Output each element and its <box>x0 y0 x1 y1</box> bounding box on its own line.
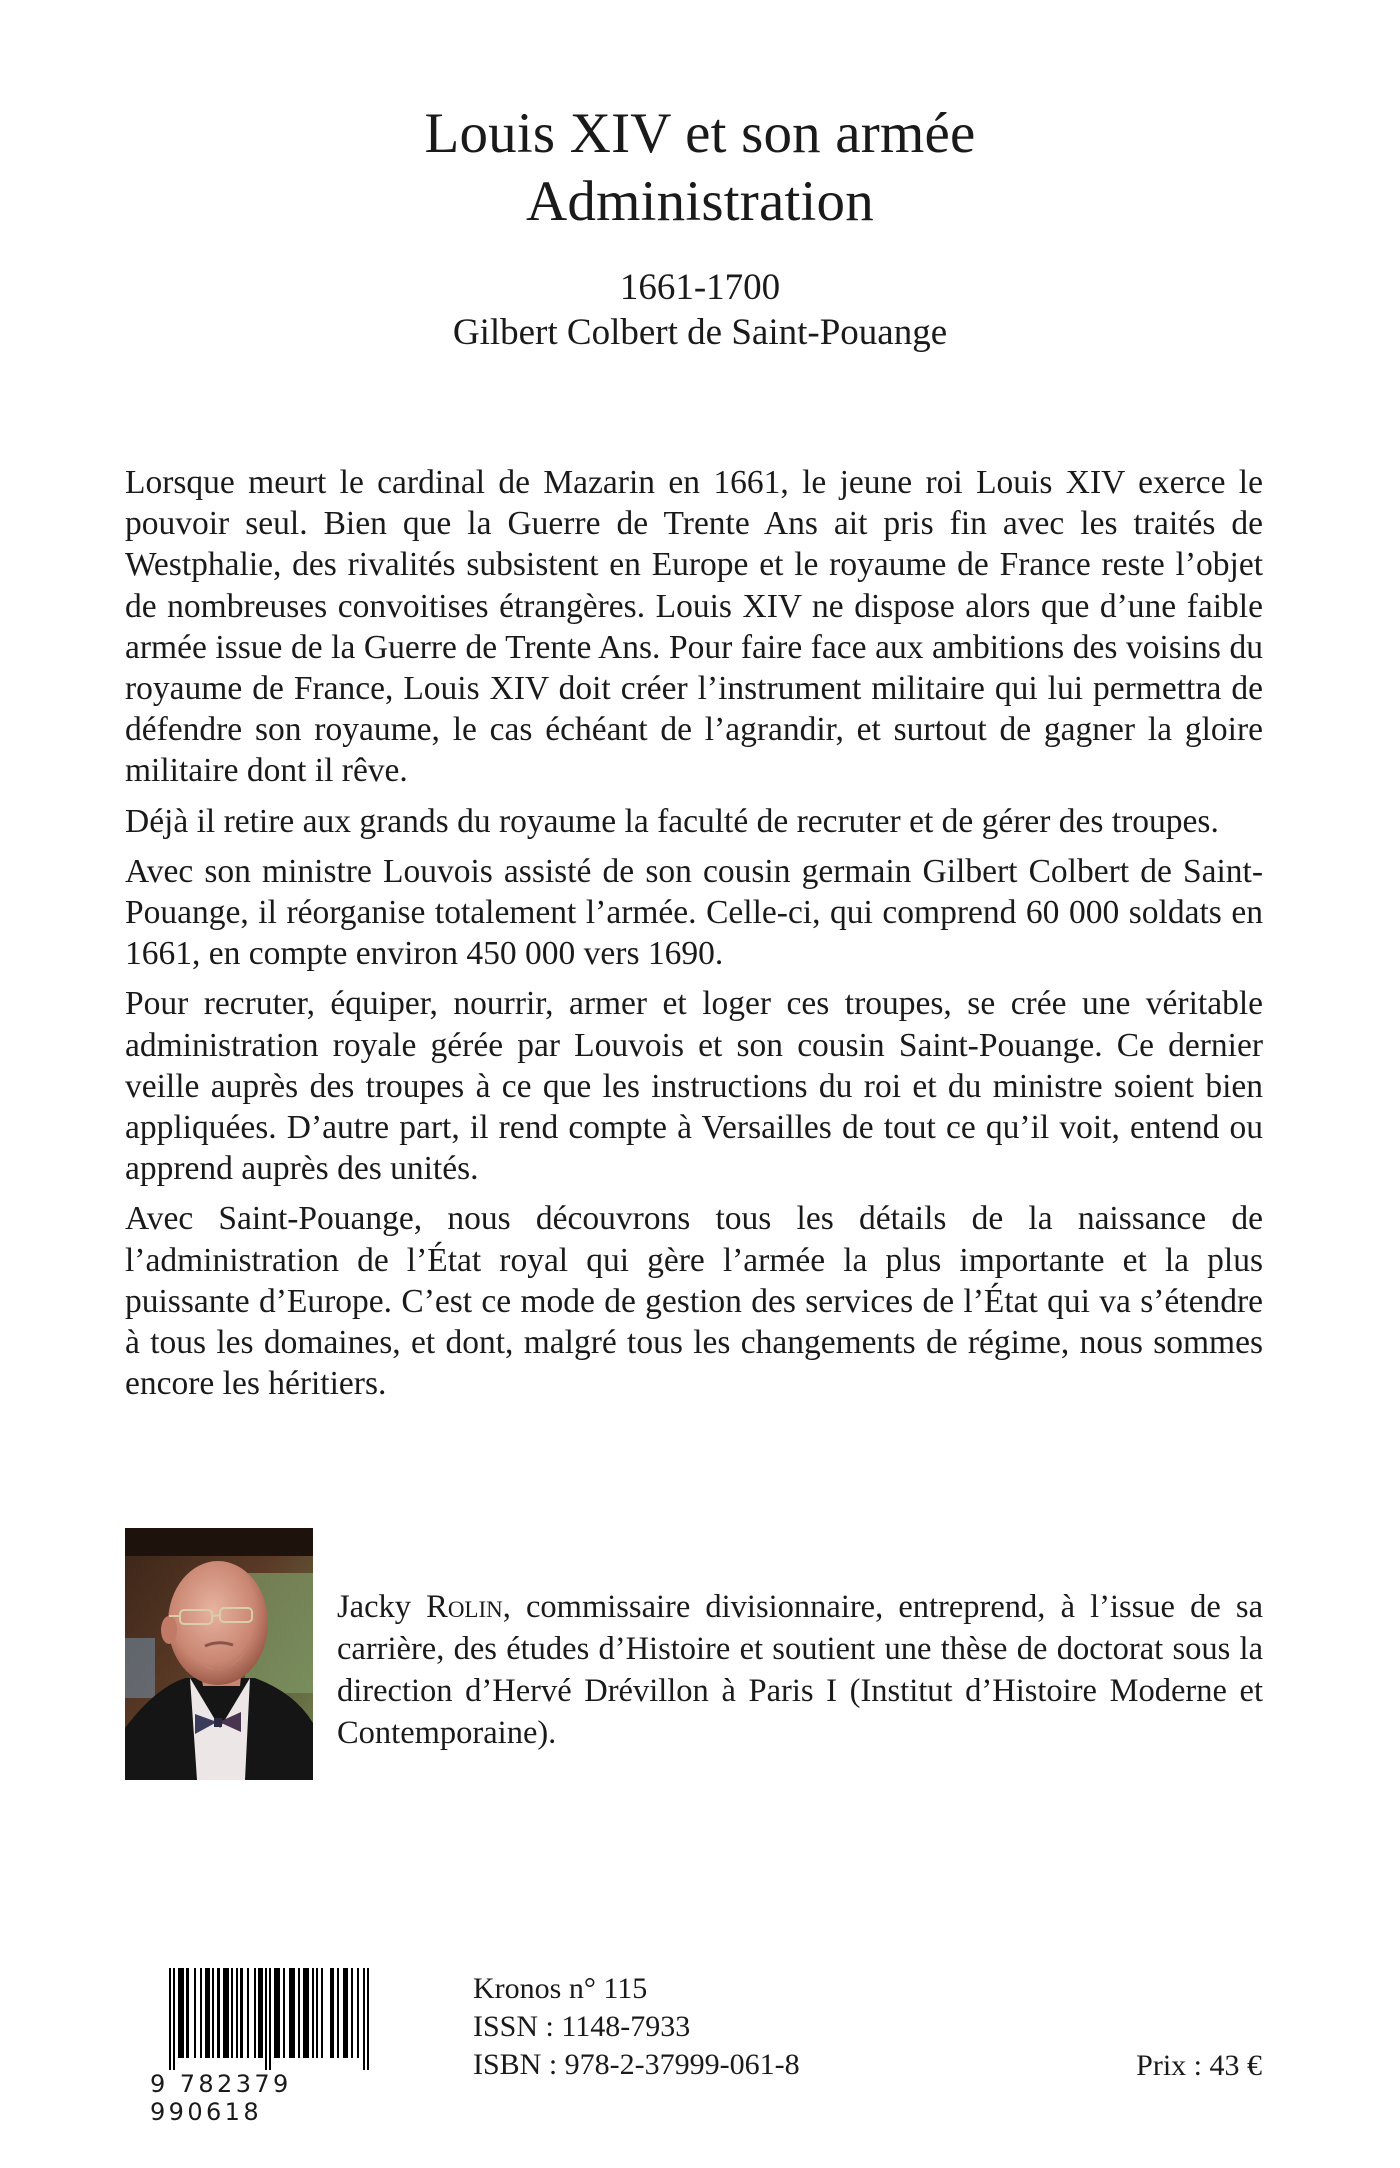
barcode-icon <box>150 1958 386 2070</box>
author-bio-text: , commissaire divisionnaire, entreprend, à l’issue de sa carrière, des études d’Histoire et soutient une thèse de doctorat sous la direction d’Hervé Drévillon à Paris I (Institut d’Histoire Moderne et Contemporaine). <box>337 1589 1263 1751</box>
author-bio <box>337 1586 1263 1754</box>
author-photo <box>125 1528 313 1780</box>
author-portrait-icon <box>125 1528 313 1780</box>
collection-number: Kronos n° 115 <box>473 1972 648 2005</box>
publication-info <box>473 1970 800 2084</box>
isbn: ISBN : 978-2-37999-061-8 <box>473 2048 800 2081</box>
summary-paragraph: Avec son ministre Louvois assisté de son cousin germain Gilbert Colbert de Saint-Pouange, il réorganise totalement l’armée. Celle-ci, qui comprend 60 000 soldats en 1661, en compte environ 450 000 vers 1690. <box>125 852 1263 973</box>
book-subject: Gilbert Colbert de Saint-Pouange <box>452 312 948 353</box>
book-title-line1: Louis XIV et son armée <box>424 102 976 165</box>
summary-paragraph: Avec Saint-Pouange, nous découvrons tous les détails de la naissance de l’administration de l’État royal qui gère l’armée la plus importante et la plus puissante d’Europe. C’est ce mode de gestion des services de l’État qui va s’étendre à tous les domaines, et dont, malgré tous les changements de régime, nous sommes encore les héritiers. <box>125 1200 1263 1403</box>
barcode-digits: 9 782379 990618 <box>150 2070 292 2126</box>
author-last-name: Rolin <box>426 1589 503 1625</box>
issn: ISSN : 1148-7933 <box>473 2010 691 2043</box>
summary-paragraph: Lorsque meurt le cardinal de Mazarin en 1661, le jeune roi Louis XIV exerce le pouvoir seul. Bien que la Guerre de Trente Ans ait pris fin avec les traités de Westphalie, des rivalités subsistent en Europe et le royaume de France reste l’objet de nombreuses convoitises étrangères. Louis XIV ne dispose alors que d’une faible armée issue de la Guerre de Trente Ans. Pour faire face aux ambitions des voisins du royaume de France, Louis XIV doit créer l’instrument militaire qui lui permettra de défendre son royaume, le cas échéant de l’agrandir, et surtout de gagner la gloire militaire dont il rêve. <box>125 464 1263 790</box>
book-title-line2: Administration <box>526 170 874 233</box>
summary-text <box>125 462 1263 1413</box>
isbn-barcode <box>150 1958 386 2126</box>
price: Prix : 43 € <box>1136 2049 1262 2082</box>
book-years: 1661-1700 <box>619 267 781 308</box>
summary-paragraph: Déjà il retire aux grands du royaume la faculté de recruter et de gérer des troupes. <box>125 802 1219 840</box>
cover-header <box>0 100 1400 356</box>
author-first-name: Jacky <box>337 1589 427 1625</box>
summary-paragraph: Pour recruter, équiper, nourrir, armer et loger ces troupes, se crée une véritable administration royale gérée par Louvois et son cousin Saint-Pouange. Ce dernier veille auprès des troupes à ce que les instructions du roi et du ministre soient bien appliquées. D’autre part, il rend compte à Versailles de tout ce qu’il voit, entend ou apprend auprès des unités. <box>125 985 1263 1188</box>
